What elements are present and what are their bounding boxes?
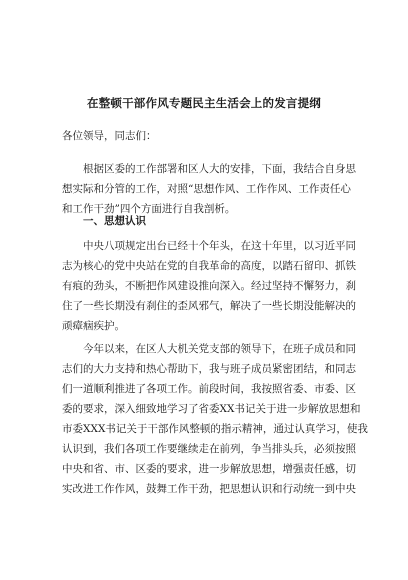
paragraph-line: 顽瘴痼疾护。 (62, 320, 125, 332)
paragraph-line: 市委XXX书记关于干部作风整顿的指示精神，通过认真学习，使我 (62, 423, 368, 435)
paragraph-line: 志们的大力支持和热心帮助下，我与班子成员紧密团结，和同志 (62, 363, 356, 375)
paragraph-this-year (62, 339, 368, 499)
document-title: 在整顿干部作风专题民主生活会上的发言提纲 (87, 96, 321, 110)
paragraph-line: 中央和省、市、区委的要求，进一步解放思想，增强责任感，切 (62, 463, 356, 475)
paragraph-line: 志为核心的党中央站在党的自我革命的高度，以踏石留印、抓铁 (62, 260, 356, 272)
paragraph-line: 和工作干劲”四个方面进行自我剖析。 (62, 203, 236, 215)
paragraph-line: 根据区委的工作部署和区人大的安排，下面，我结合自身思 (83, 163, 356, 175)
paragraph-line: 实改进工作作风，鼓舞工作干劲，把思想认识和行动统一到中央 (62, 483, 356, 495)
paragraph-line: 中央八项规定出台已经十个年头，在这十年里，以习近平同 (83, 240, 356, 252)
paragraph-line: 认识到，我们各项工作要继续走在前列，争当排头兵，必须按照 (62, 443, 356, 455)
paragraph-line: 有痕的劲头，不断把作风建设推向深入。经过坚持不懈努力，刹 (62, 280, 356, 292)
paragraph-line: 委的要求，深入细致地学习了省委XX书记关于进一步解放思想和 (62, 403, 361, 415)
paragraph-intro (62, 159, 356, 219)
salutation: 各位领导，同志们： (62, 130, 157, 142)
paragraph-line: 们一道顺利推进了各项工作。前段时间，我按照省委、市委、区 (62, 383, 356, 395)
paragraph-line: 今年以来，在区人大机关党支部的领导下，在班子成员和同 (83, 343, 356, 355)
paragraph-central-rules (62, 236, 356, 336)
paragraph-line: 住了一些长期没有刹住的歪风邪气，解决了一些长期没能解决的 (62, 300, 356, 312)
paragraph-line: 想实际和分管的工作，对照“思想作风、工作作风、工作责任心 (62, 183, 351, 195)
section-heading: 一、思想认识 (83, 215, 146, 227)
